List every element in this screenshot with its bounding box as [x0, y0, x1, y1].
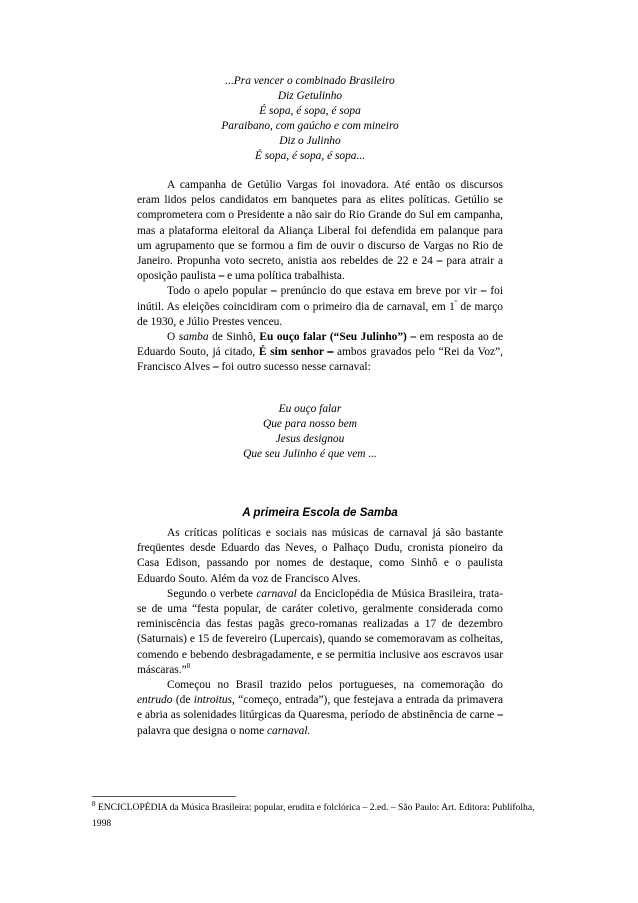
paragraph-text: O — [167, 331, 179, 344]
footnote-text: ENCICLOPÉDIA da Música Brasileira: popular, erudita e folclórica – 2.ed. – São Paulo: Art. Editora: Publifolha, 1998 — [92, 802, 535, 829]
song-verse-1 — [120, 74, 500, 164]
paragraph-apelo-popular — [137, 284, 503, 330]
paragraph-samba-sinho — [137, 330, 503, 376]
song-verse-2 — [120, 402, 500, 462]
italic-term: carnaval — [256, 587, 297, 600]
italic-term: introitus, — [193, 694, 235, 707]
paragraph-verbete-carnaval — [137, 587, 503, 678]
verse-line: Jesus designou — [275, 433, 345, 445]
paragraph-text: “começo, entrada”), que festejava a entrada da primavera e abria as solenidades litúrgicas da Quaresma, período de abstinência de carne ⎯ palavra que designa o nome — [137, 694, 503, 737]
paragraph-text: Todo o apelo popular ⎯ prenúncio do que estava em breve por vir ⎯ foi inútil. As eleições coincidiram com o primeiro dia de carnaval, em 1 — [137, 285, 503, 313]
footnote-number: 8 — [92, 799, 96, 808]
paragraph-text: de março de 1930, e Júlio Prestes venceu. — [137, 300, 504, 328]
section-heading: A primeira Escola de Samba — [242, 506, 398, 519]
verse-line: Paraibano, com gaúcho e com mineiro — [221, 120, 399, 132]
body-text-block-1 — [137, 178, 503, 376]
paragraph-text: Começou no Brasil trazido pelos portugueses, na comemoração do — [167, 679, 503, 692]
verse-line: É sopa, é sopa, é sopa — [259, 105, 361, 117]
paragraph-text: ambos gravados pelo “Rei da Voz”, Francisco Alves ⎯ foi outro sucesso nesse carnaval: — [137, 346, 503, 374]
song-title: Eu ouço falar (“Seu Julinho”) — [259, 331, 407, 344]
paragraph-text: (de — [172, 694, 194, 707]
footnote — [92, 800, 552, 832]
footnote-separator — [92, 796, 236, 797]
verse-line: Eu ouço falar — [278, 403, 342, 415]
italic-term: entrudo — [137, 694, 173, 707]
paragraph-text: de Sinhô, — [208, 331, 260, 344]
paragraph-criticas: As críticas políticas e sociais nas músicas de carnaval já são bastante freqüentes desde Eduardo das Neves, o Palhaço Dudu, cronista pioneiro da Casa Edison, passando por nomes de destaque, como Sinhô e o paulista Eduardo Souto. Além da voz de Francisco Alves. — [137, 527, 503, 585]
verse-line: Diz o Julinho — [279, 135, 341, 147]
italic-term: carnaval. — [267, 724, 311, 737]
italic-term: samba — [178, 331, 209, 344]
verse-line: Diz Getulinho — [277, 90, 343, 102]
paragraph-text: ⎯ em resposta ao de Eduardo Souto, já citado, — [137, 331, 504, 359]
paragraph-entrudo — [137, 678, 503, 739]
footnote-reference[interactable]: 8 — [186, 662, 191, 671]
verse-line: Que para nosso bem — [263, 418, 357, 430]
verse-line: É sopa, é sopa, é sopa... — [254, 150, 366, 162]
paragraph-campanha: A campanha de Getúlio Vargas foi inovadora. Até então os discursos eram lidos pelos candidatos em banquetes para as elites políticas. Getúlio se comprometera com o Presidente a não sair do Rio Grande do Sul em campanha, mas a plataforma eleitoral da Aliança Liberal foi defendida em palanque para um agrupamento que se formou a fim de ouvir o discurso de Vargas no Rio de Janeiro. Propunha voto secreto, anistia aos rebeldes de 22 e 24 ⎯ para atrair a oposição paulista ⎯ e uma política trabalhista. — [137, 179, 503, 283]
verse-line: ...Pra vencer o combinado Brasileiro — [225, 75, 395, 87]
verse-line: Que seu Julinho é que vem ... — [243, 448, 377, 460]
song-title: É sim senhor ⎯ — [258, 346, 334, 359]
paragraph-text: Segundo o verbete — [167, 587, 257, 600]
ordinal-superscript: º — [454, 298, 457, 307]
paragraph-text: da Enciclopédia de Música Brasileira, trata-se de uma “festa popular, de caráter coletivo, geralmente considerada como reminiscência das festas pagãs greco-romanas realizadas a 17 de dezembro (Saturnais) e 15 de fevereiro (Lupercais), quando se comemoravam as colheitas, comendo e bebendo desbragadamente, e se permitia inclusive aos escravos usar máscaras.” — [137, 587, 503, 676]
body-text-block-2 — [137, 526, 503, 739]
